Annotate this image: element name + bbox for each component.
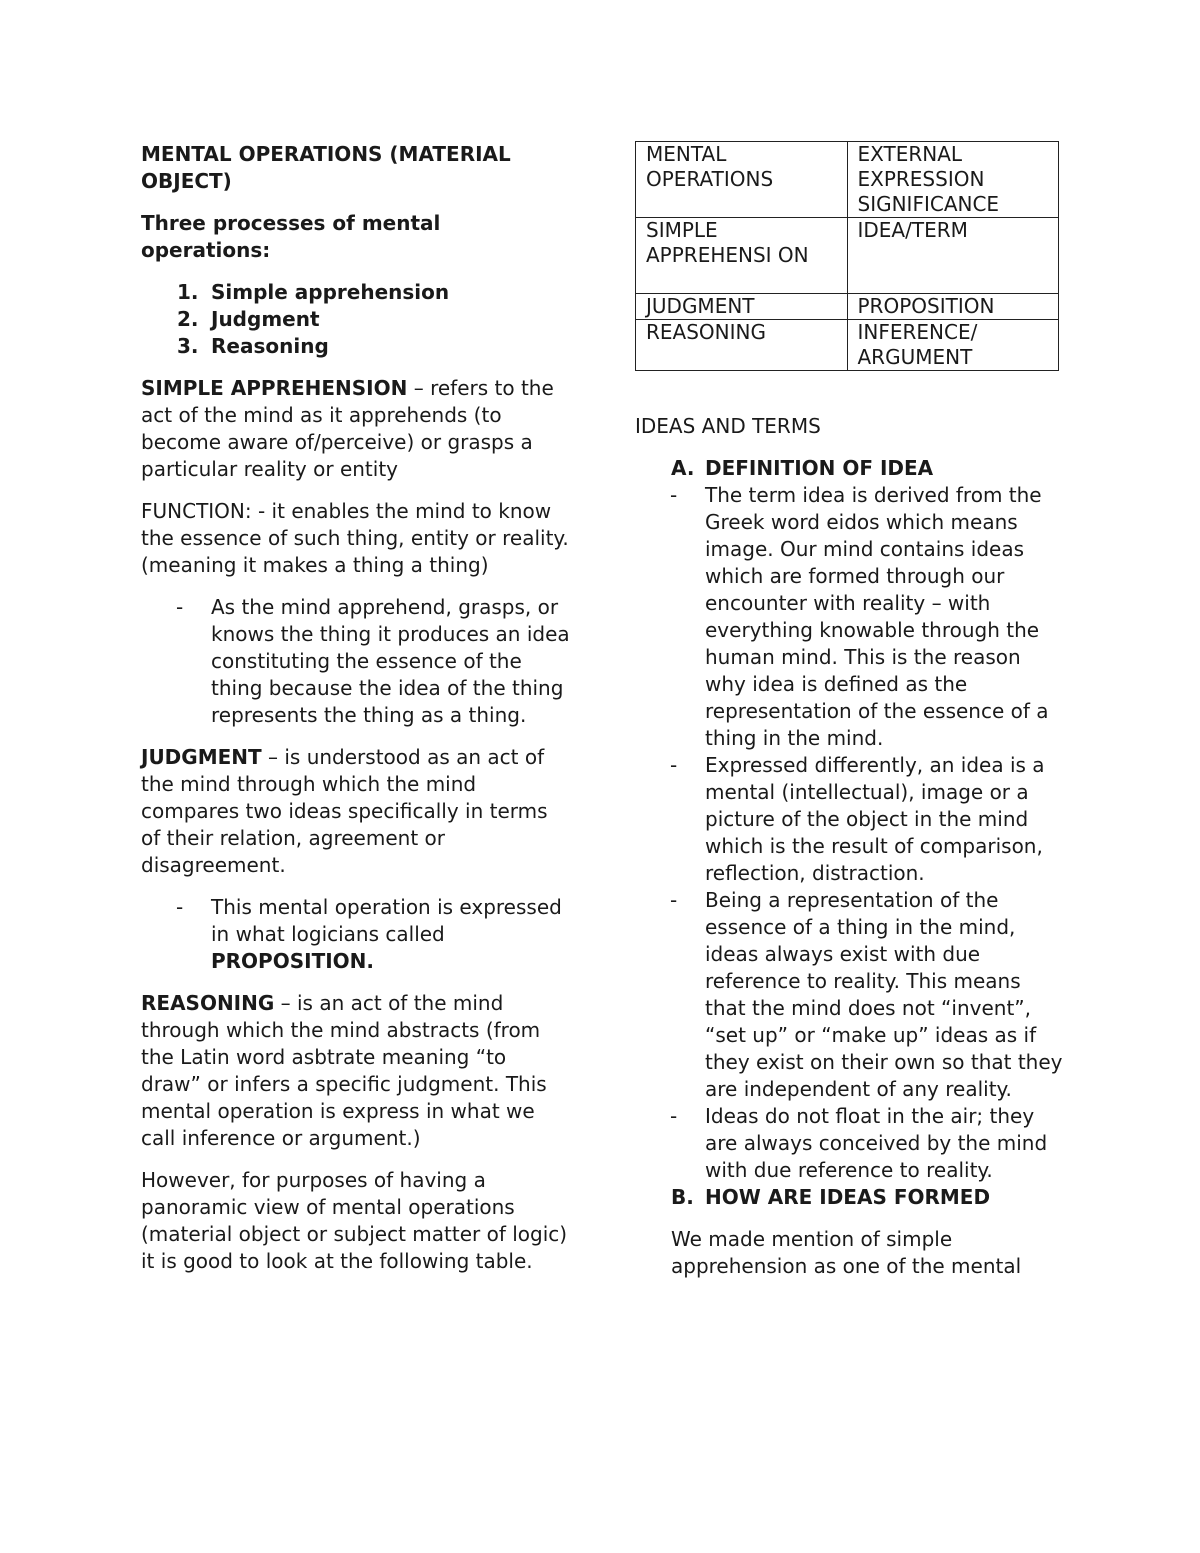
reasoning-definition: REASONING – is an act of the mind through which the mind abstracts (from the Latin word asbtrate meaning “to draw” or infers a specific judgment. This mental operation is express in what we call inference or argument.) — [141, 991, 547, 1150]
table-row — [636, 218, 1059, 294]
table-row — [636, 320, 1059, 371]
right-column — [635, 141, 1065, 1280]
ideas-formed-paragraph: We made mention of simple apprehension as one of the mental — [671, 1227, 1022, 1278]
term-judgment: JUDGMENT — [141, 745, 262, 769]
judgment-definition: JUDGMENT – is understood as an act of the mind through which the mind compares two ideas specifically in terms of their relation, agreement or disagreement. — [141, 745, 548, 877]
table-cell: IDEA/TERM — [847, 218, 1059, 294]
list-item: - Ideas do not float in the air; they are always conceived by the mind with due reference to reality. — [670, 1104, 1048, 1182]
table-cell: REASONING — [636, 320, 848, 371]
function-bullets — [141, 594, 571, 729]
simple-apprehension-definition: SIMPLE APPREHENSION – refers to the act of the mind as it apprehends (to become aware of/perceive) or grasps a particular reality or entity — [141, 376, 554, 481]
table-cell: SIMPLE APPREHENSI ON — [636, 218, 848, 294]
list-item: - The term idea is derived from the Greek word eidos which means image. Our mind contains ideas which are formed through our encounter with reality – with everything knowable through the human mind. This is the reason why idea is defined as the representation of the essence of a thing in the mind. — [670, 483, 1049, 750]
heading-definition-of-idea: A. DEFINITION OF IDEA — [671, 456, 934, 480]
page-title: MENTAL OPERATIONS (MATERIAL OBJECT) — [141, 142, 511, 193]
function-paragraph: FUNCTION: - it enables the mind to know the essence of such thing, entity or reality. (meaning it makes a thing a thing) — [141, 499, 569, 577]
judgment-bullets — [141, 894, 571, 975]
list-item: 2. Judgment — [177, 307, 320, 331]
list-item: - This mental operation is expressed in what logicians called PROPOSITION. — [176, 895, 562, 973]
term-simple-apprehension: SIMPLE APPREHENSION — [141, 376, 408, 400]
list-item: - Expressed differently, an idea is a mental (intellectual), image or a picture of the object in the mind which is the result of comparison, reflection, distraction. — [670, 753, 1045, 885]
section-title: IDEAS AND TERMS — [635, 414, 821, 438]
left-column — [141, 141, 571, 1290]
however-paragraph: However, for purposes of having a panoramic view of mental operations (material object or subject matter of logic) it is good to look at the following table. — [141, 1168, 568, 1273]
mental-operations-table — [635, 141, 1059, 371]
table-cell: INFERENCE/ ARGUMENT — [847, 320, 1059, 371]
table-row — [636, 294, 1059, 320]
processes-list — [141, 279, 571, 360]
list-item: - As the mind apprehend, grasps, or knows the thing it produces an idea constituting the essence of the thing because the idea of the thing represents the thing as a thing. — [176, 595, 570, 727]
table-cell: PROPOSITION — [847, 294, 1059, 320]
heading-how-ideas-formed: B. HOW ARE IDEAS FORMED — [671, 1185, 991, 1209]
processes-heading: Three processes of mental operations: — [141, 211, 441, 262]
idea-definition-bullets — [635, 482, 1065, 1184]
list-item: 3. Reasoning — [177, 334, 329, 358]
list-item: - Being a representation of the essence of a thing in the mind, ideas always exist with due reference to reality. This means that the mind does not “invent”, “set up” or “make up” ideas as if they exist on their own so that they are independent of any reality. — [670, 888, 1063, 1101]
list-item: 1. Simple apprehension — [177, 280, 450, 304]
table-cell: MENTAL OPERATIONS — [636, 142, 848, 218]
table-cell: EXTERNAL EXPRESSION SIGNIFICANCE — [847, 142, 1059, 218]
term-reasoning: REASONING — [141, 991, 275, 1015]
table-cell: JUDGMENT — [636, 294, 848, 320]
table-row — [636, 142, 1059, 218]
